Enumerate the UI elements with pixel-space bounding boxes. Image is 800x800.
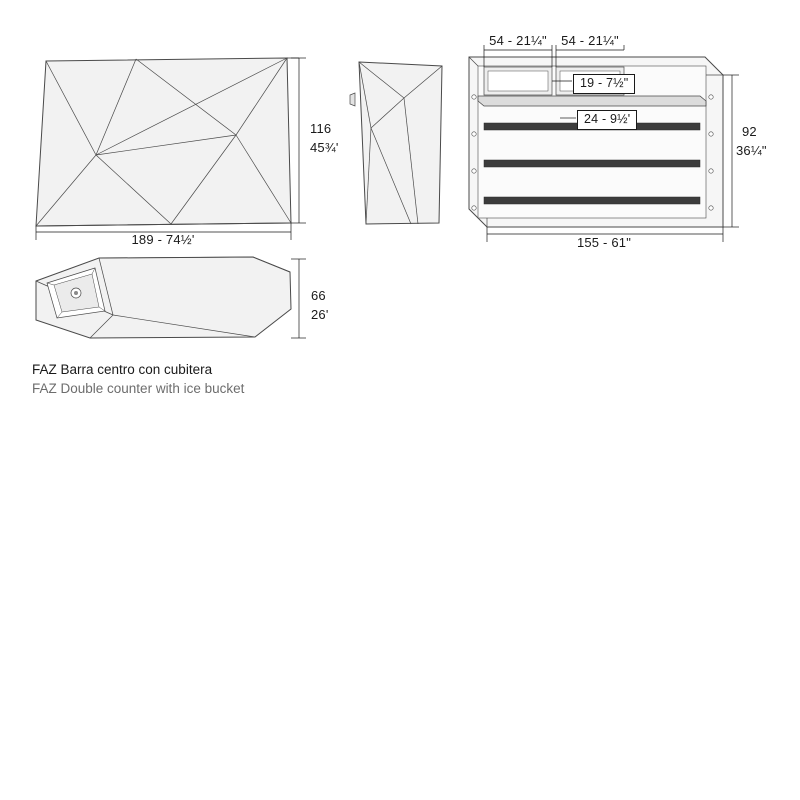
section-height-label-cm: 92 <box>742 124 757 139</box>
plan-depth-label-in: 26' <box>311 307 329 322</box>
front-height-label-in: 45¾' <box>310 140 339 155</box>
section-width-label: 155 - 61" <box>576 235 632 250</box>
section-height-label-in: 36¼" <box>736 143 767 158</box>
section-inner-top-label: 19 - 7½" <box>573 74 635 94</box>
plan-depth-dimension <box>291 259 306 338</box>
shelf-2 <box>484 160 700 167</box>
plan-depth-label-cm: 66 <box>311 288 326 303</box>
section-top-left-label: 54 - 21¼" <box>489 33 547 48</box>
section-top-right-label: 54 - 21¼" <box>561 33 619 48</box>
front-height-label-cm: 116 <box>310 121 332 136</box>
drawing-title-en: FAZ Double counter with ice bucket <box>32 381 245 396</box>
front-body-outline <box>36 58 291 226</box>
drawing-title-es: FAZ Barra centro con cubitera <box>32 362 213 377</box>
top-plan-view <box>36 257 306 338</box>
side-elevation-view <box>350 62 442 224</box>
shelf-3 <box>484 197 700 204</box>
front-elevation-view <box>36 58 306 240</box>
front-width-label: 189 - 74½' <box>131 232 195 247</box>
counter-top-slab <box>478 96 706 106</box>
section-inner-bottom-label: 24 - 9½' <box>577 110 637 130</box>
side-handle-detail <box>350 93 355 106</box>
